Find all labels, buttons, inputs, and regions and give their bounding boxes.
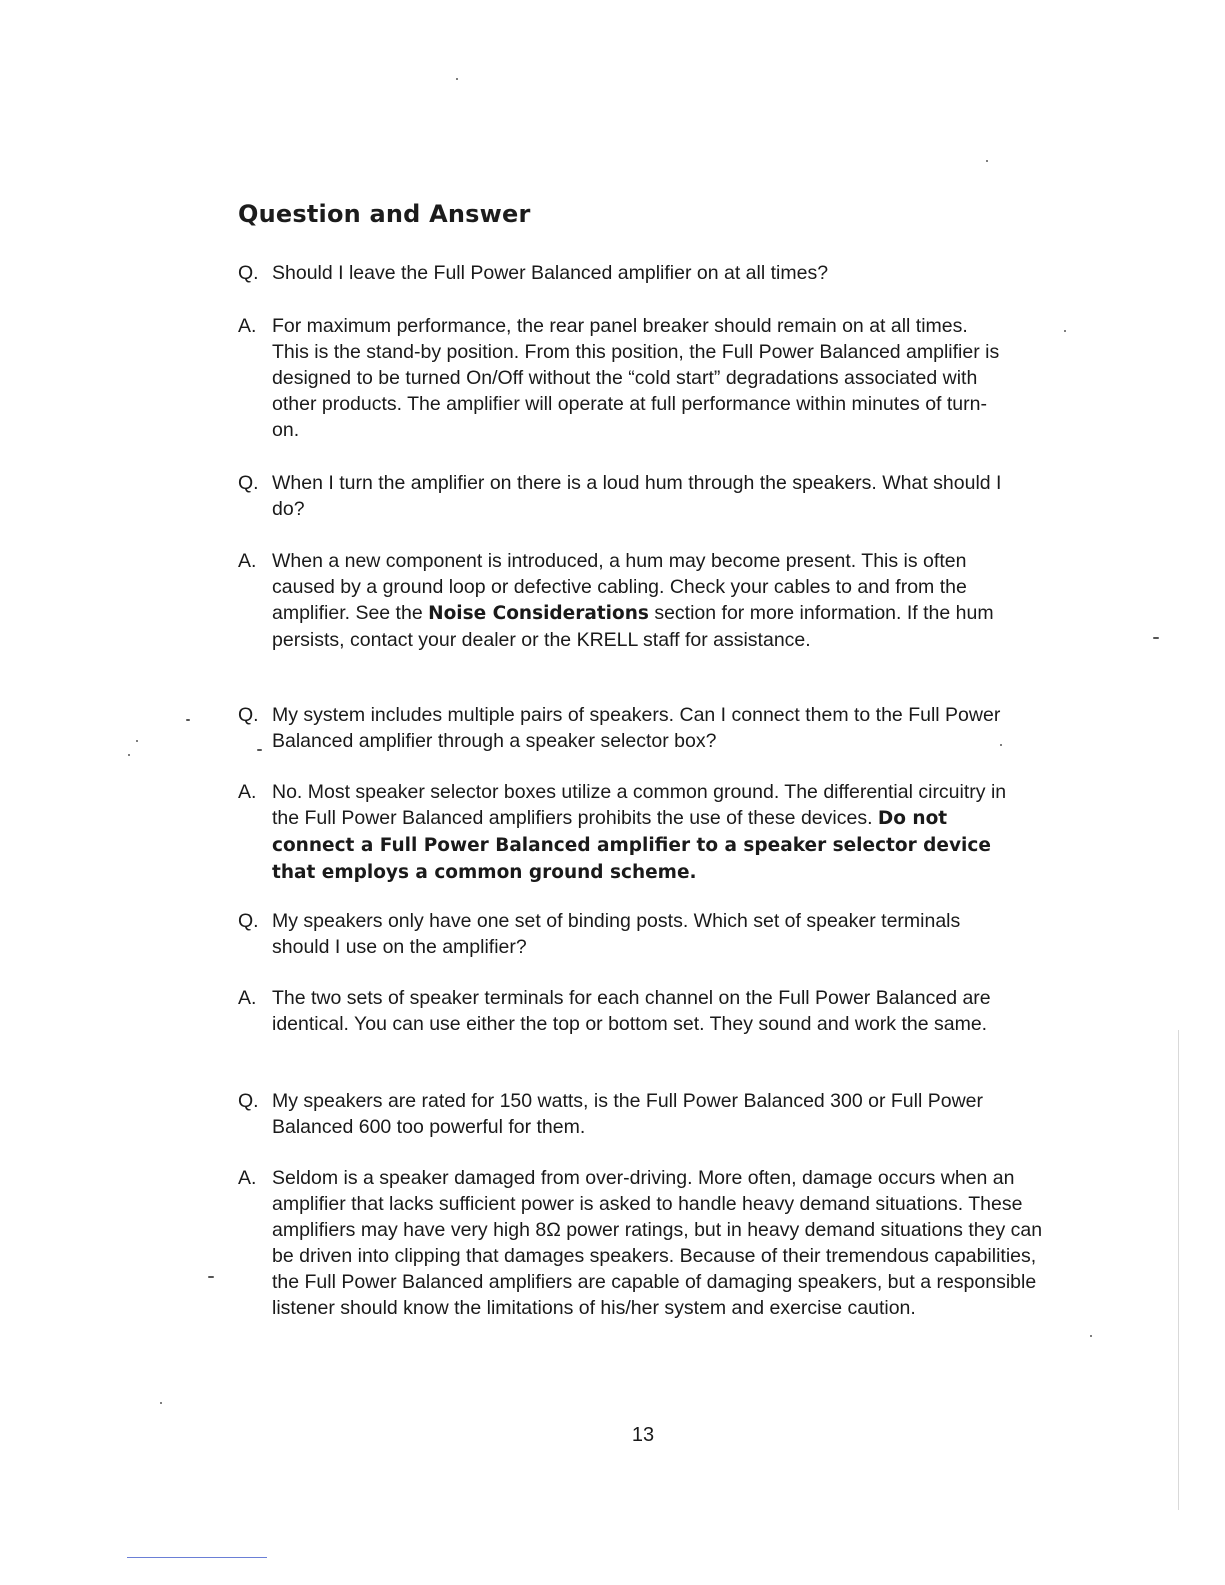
answer-marker: A. [238, 1167, 257, 1189]
scan-speck [456, 78, 458, 80]
answer-marker: A. [238, 315, 257, 337]
scan-speck [160, 1402, 162, 1404]
question-text-segment: My system includes multiple pairs of speakers. Can I connect them to the Full Power Balanced amplifier through a speaker selector box? [272, 704, 1001, 752]
scan-speck [136, 740, 138, 742]
answer-text-segment: When a new component is introduced, a hum may become present. This is often caused by a ground loop or defective cabling. Check your cables to and from the amplifier. See the [272, 550, 967, 624]
scan-speck [208, 1276, 214, 1278]
answer-text-segment: section for more information. If the hum persists, contact your dealer or the KRELL staff for assistance. [272, 602, 994, 651]
answer-1 [238, 313, 1008, 443]
question-text [272, 260, 1038, 286]
question-marker: Q. [238, 910, 259, 932]
scan-speck [1064, 330, 1066, 332]
answer-text-segment: Seldom is a speaker damaged from over-driving. More often, damage occurs when an amplifier that lacks sufficient power is asked to handle heavy demand situations. These amplifiers may have very high 8Ω power ratings, but in heavy demand situations they can be driven into clipping that damages speakers. Because of their tremendous capabilities, the Full Power Balanced amplifiers are capable of damaging speakers, but a responsible listener should know the limitations of his/her system and exercise caution. [272, 1167, 1043, 1319]
warning-text: Do not connect a Full Power Balanced amplifier to a speaker selector device that employs a common ground scheme. [272, 808, 991, 883]
scan-speck [1153, 637, 1159, 639]
scan-speck [1090, 1335, 1092, 1337]
question-4 [238, 908, 998, 960]
question-marker: Q. [238, 262, 259, 284]
question-text [272, 702, 1018, 754]
answer-text [272, 548, 1033, 653]
answer-text [272, 1165, 1043, 1321]
answer-text [272, 313, 1008, 443]
question-marker: Q. [238, 1090, 259, 1112]
scan-underline-artifact [127, 1557, 267, 1558]
scan-speck [186, 719, 190, 721]
scan-speck [986, 160, 988, 162]
question-text-segment: Should I leave the Full Power Balanced amplifier on at all times? [272, 262, 829, 284]
noise-considerations-reference: Noise Considerations [428, 603, 649, 624]
question-text [272, 1088, 1038, 1140]
page-number: 13 [631, 1424, 655, 1446]
scan-speck [128, 754, 130, 756]
answer-3 [238, 779, 1028, 886]
question-5 [238, 1088, 1038, 1140]
question-marker: Q. [238, 704, 259, 726]
question-1 [238, 260, 1038, 286]
question-3 [238, 702, 1018, 754]
answer-2 [238, 548, 1033, 653]
scan-edge-line [1178, 1030, 1179, 1510]
answer-4 [238, 985, 998, 1037]
answer-text-segment: No. Most speaker selector boxes utilize a common ground. The differential circuitry in the Full Power Balanced amplifiers prohibits the use of these devices. [272, 781, 1007, 829]
page-title: Question and Answer [238, 200, 531, 228]
scan-speck [257, 749, 262, 751]
answer-text [272, 779, 1028, 886]
answer-text [272, 985, 998, 1037]
answer-text-segment: For maximum performance, the rear panel breaker should remain on at all times. This is the stand-by position. From this position, the Full Power Balanced amplifier is designed to be turned On/Off without the “cold start” degradations associated with other products. The amplifier will operate at full performance within minutes of turn-on. [272, 315, 1000, 441]
answer-marker: A. [238, 550, 257, 572]
question-marker: Q. [238, 472, 259, 494]
question-2 [238, 470, 1038, 522]
question-text-segment: My speakers only have one set of binding posts. Which set of speaker terminals should I use on the amplifier? [272, 910, 961, 958]
answer-marker: A. [238, 781, 257, 803]
scan-speck [1000, 744, 1002, 746]
question-text [272, 470, 1038, 522]
answer-5 [238, 1165, 1043, 1321]
answer-marker: A. [238, 987, 257, 1009]
question-text-segment: When I turn the amplifier on there is a loud hum through the speakers. What should I do? [272, 472, 1002, 520]
answer-text-segment: The two sets of speaker terminals for each channel on the Full Power Balanced are identical. You can use either the top or bottom set. They sound and work the same. [272, 987, 991, 1035]
question-text-segment: My speakers are rated for 150 watts, is the Full Power Balanced 300 or Full Power Balanced 600 too powerful for them. [272, 1090, 983, 1138]
question-text [272, 908, 998, 960]
